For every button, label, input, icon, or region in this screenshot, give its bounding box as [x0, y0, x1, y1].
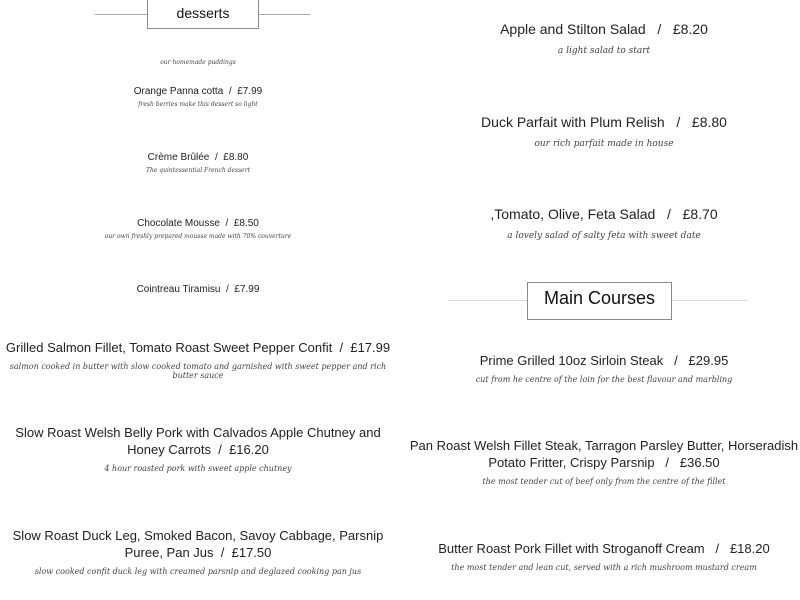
starter-item — [408, 205, 800, 241]
right-column — [408, 0, 800, 600]
main-desc: the most tender cut of beef only from the centre of the fillet — [482, 477, 726, 486]
main-name-line — [10, 424, 386, 458]
main-price: £18.20 — [729, 541, 770, 556]
dessert-name-line — [0, 284, 396, 295]
left-column — [0, 0, 396, 600]
separator: / — [228, 86, 232, 97]
separator: / — [676, 114, 681, 130]
dessert-price: £7.99 — [237, 86, 263, 97]
separator: / — [667, 206, 671, 222]
main-desc: 4 hour roasted pork with sweet apple chutney — [104, 464, 292, 473]
starter-name-line — [408, 205, 800, 223]
dessert-name: Crème Brûlée — [147, 152, 210, 163]
main-item — [408, 540, 800, 572]
main-desc: cut from he centre of the loin for the best flavour and marbling — [475, 375, 733, 384]
separator: / — [220, 545, 225, 560]
dessert-price: £7.99 — [234, 284, 260, 295]
starter-name: Apple and Stilton Salad — [500, 21, 646, 37]
dessert-desc: our own freshly prepared mousse made with 70% couverture — [104, 233, 292, 240]
starter-item — [408, 113, 800, 149]
main-price: £29.95 — [688, 353, 729, 368]
main-name-line — [10, 527, 386, 561]
dessert-price: £8.80 — [223, 152, 249, 163]
desserts-heading — [147, 0, 259, 29]
main-desc: slow cooked confit duck leg with creamed parsnip and deglazed cooking pan jus — [34, 567, 362, 576]
main-courses-heading-text: Main Courses — [543, 288, 656, 308]
main-name: Prime Grilled 10oz Sirloin Steak — [479, 353, 664, 368]
dessert-name: Cointreau Tiramisu — [136, 284, 221, 295]
starter-price: £8.20 — [672, 21, 708, 37]
desserts-subtitle: our homemade puddings — [160, 59, 236, 66]
main-item — [0, 339, 396, 380]
separator: / — [214, 152, 218, 163]
dessert-item — [0, 152, 396, 174]
main-desc: the most tender and lean cut, served with a rich mushroom mustard cream — [451, 563, 757, 572]
starter-name: ,Tomato, Olive, Feta Salad — [490, 206, 656, 222]
main-item — [10, 527, 386, 576]
starter-name-line — [408, 113, 800, 131]
dessert-item — [0, 218, 396, 240]
dessert-name: Chocolate Mousse — [137, 218, 220, 229]
dessert-name-line — [0, 152, 396, 163]
main-name-line — [408, 437, 800, 471]
main-item — [408, 352, 800, 384]
starter-price: £8.70 — [682, 206, 718, 222]
main-name-line — [408, 352, 800, 369]
main-price: £36.50 — [679, 455, 720, 470]
dessert-name-line — [0, 218, 396, 229]
starter-name: Duck Parfait with Plum Relish — [481, 114, 665, 130]
main-name: Grilled Salmon Fillet, Tomato Roast Sweet Pepper Confit — [5, 340, 333, 355]
main-name: Pan Roast Welsh Fillet Steak, Tarragon Parsley Butter, Horseradish Potato Fritter, Crispy Parsnip — [409, 438, 799, 470]
separator: / — [715, 541, 720, 556]
starter-name-line — [408, 20, 800, 38]
main-name-line — [408, 540, 800, 557]
main-desc: salmon cooked in butter with slow cooked tomato and garnished with sweet pepper and rich butter sauce — [9, 362, 387, 380]
main-name: Slow Roast Duck Leg, Smoked Bacon, Savoy Cabbage, Parsnip Puree, Pan Jus — [12, 528, 384, 560]
main-price: £17.99 — [350, 340, 391, 355]
dessert-name-line — [0, 86, 396, 97]
starter-desc: a light salad to start — [557, 46, 651, 56]
separator: / — [226, 284, 229, 295]
main-price: £17.50 — [231, 545, 272, 560]
dessert-desc: fresh berries make this dessert so light — [138, 101, 258, 108]
main-price: £16.20 — [229, 442, 269, 457]
main-name: Slow Roast Welsh Belly Pork with Calvados Apple Chutney and Honey Carrots — [15, 425, 381, 457]
dessert-name: Orange Panna cotta — [133, 86, 224, 97]
main-item — [408, 437, 800, 486]
dessert-item — [0, 86, 396, 108]
separator: / — [665, 455, 670, 470]
desserts-heading-text: desserts — [176, 5, 230, 21]
separator: / — [218, 442, 222, 457]
separator: / — [674, 353, 678, 368]
main-courses-heading — [527, 282, 672, 320]
dessert-desc: The quintessential French dessert — [145, 167, 251, 174]
separator: / — [339, 340, 344, 355]
dessert-price: £8.50 — [233, 218, 259, 229]
starter-desc: a lovely salad of salty feta with sweet date — [507, 231, 701, 241]
separator: / — [225, 218, 229, 229]
starter-desc: our rich parfait made in house — [534, 139, 674, 149]
starter-item — [408, 20, 800, 56]
main-name: Butter Roast Pork Fillet with Stroganoff Cream — [438, 541, 705, 556]
separator: / — [657, 21, 662, 37]
main-item — [10, 424, 386, 473]
dessert-item — [0, 284, 396, 295]
starter-price: £8.80 — [691, 114, 727, 130]
main-name-line — [0, 339, 396, 356]
